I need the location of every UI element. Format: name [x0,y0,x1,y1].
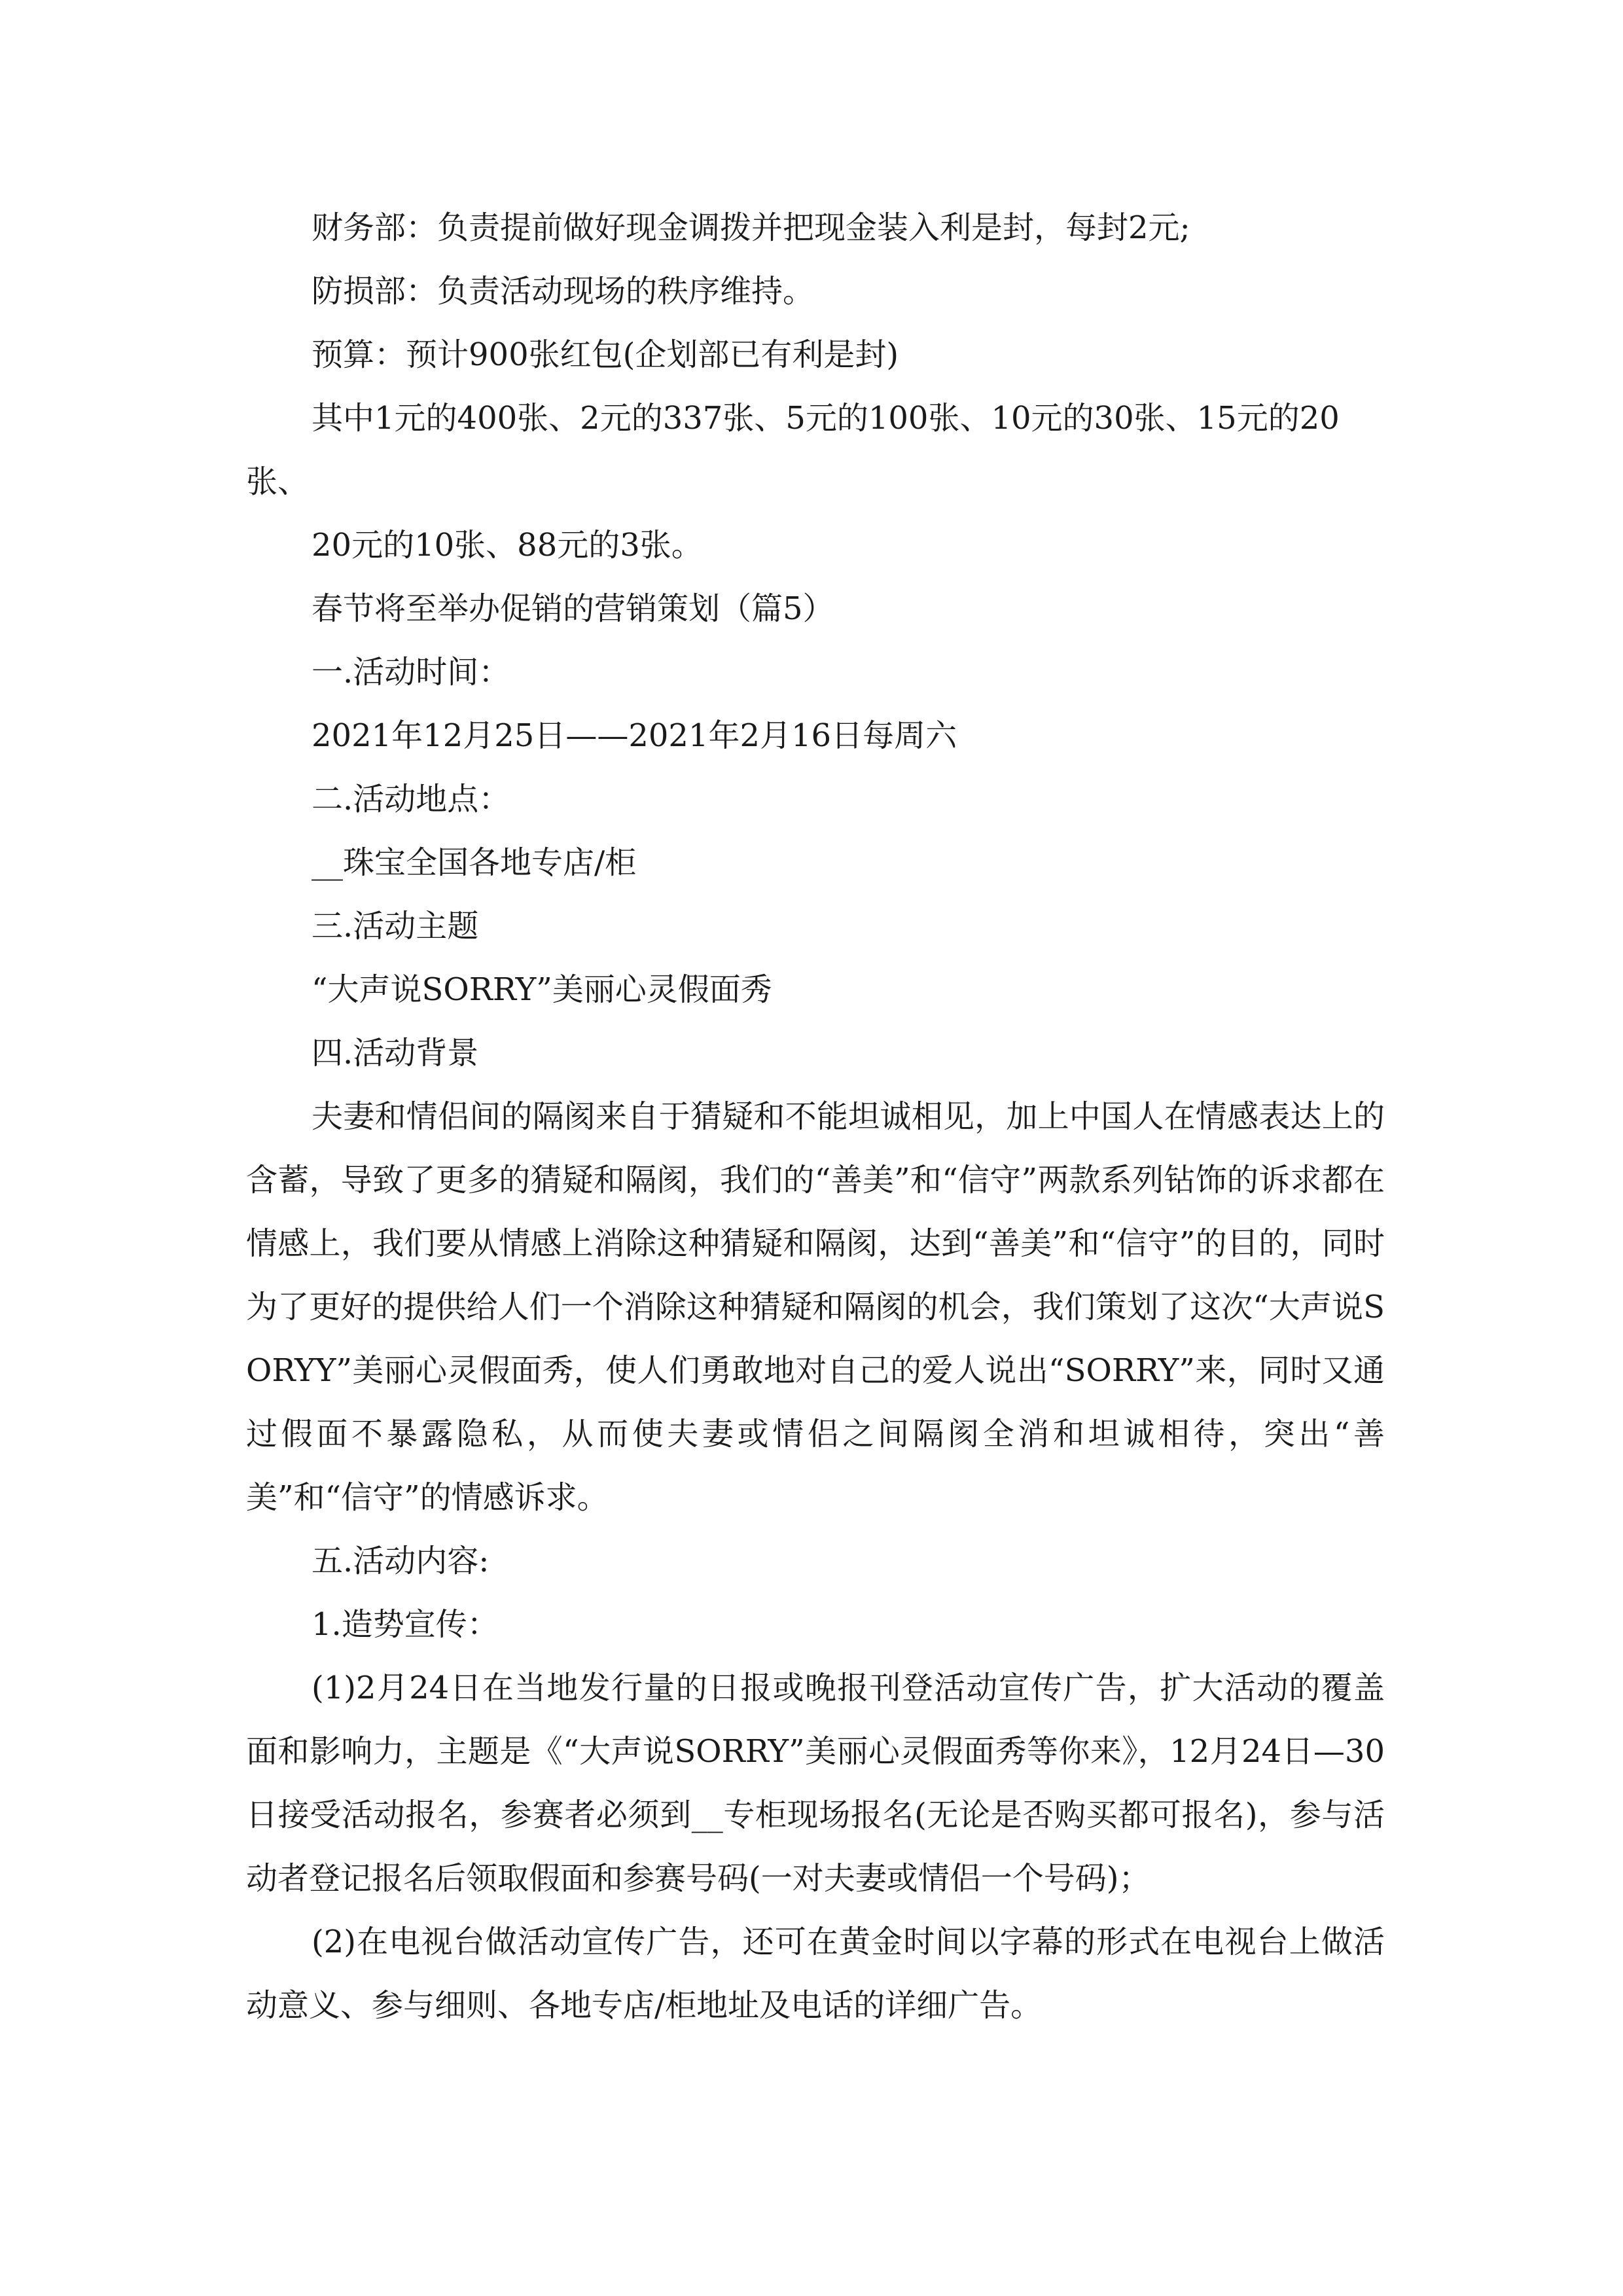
paragraph-denominations: 其中1元的400张、2元的337张、5元的100张、10元的30张、15元的20张、 [246,400,1340,500]
activity-theme-value: “大声说SORRY”美丽心灵假面秀 [312,971,772,1008]
paragraph-budget: 预算：预计900张红包(企划部已有利是封) [312,336,899,373]
paragraph-finance-dept: 财务部：负责提前做好现金调拨并把现金装入利是封，每封2元; [312,209,1190,246]
paragraph-loss-prevention-dept: 防损部：负责活动现场的秩序维持。 [312,273,815,310]
heading-activity-background: 四.活动背景 [312,1035,479,1071]
paragraph-background: 夫妻和情侣间的隔阂来自于猜疑和不能坦诚相见，加上中国人在情感表达上的含蓄，导致了更多的猜疑和隔阂，我们的“善美”和“信守”两款系列钻饰的诉求都在情感上，我们要从情感上消除这种猜疑和隔阂，达到“善美”和“信守”的目的，同时为了更好的提供给人们一个消除这种猜疑和隔阂的机会，我们策划了这次“大声说SORYY”美丽心灵假面秀，使人们勇敢地对自己的爱人说出“SORRY”来，同时又通过假面不暴露隐私，从而使夫妻或情侣之间隔阂全消和坦诚相待，突出“善美”和“信守”的情感诉求。 [246,1098,1385,1516]
heading-promotion: 1.造势宣传： [312,1606,499,1643]
paragraph-denominations-cont: 20元的10张、88元的3张。 [312,527,703,564]
activity-time-value: 2021年12月25日——2021年2月16日每周六 [312,717,957,754]
section-title: 春节将至举办促销的营销策划（篇5） [312,590,834,627]
paragraph-promotion-2: (2)在电视台做活动宣传广告，还可在黄金时间以字幕的形式在电视台上做活动意义、参与细则、各地专店/柜地址及电话的详细广告。 [246,1924,1385,2024]
heading-activity-location: 二.活动地点： [312,781,510,817]
heading-activity-content: 五.活动内容: [312,1543,490,1579]
heading-activity-time: 一.活动时间： [312,654,510,691]
heading-activity-theme: 三.活动主题 [312,908,479,944]
paragraph-promotion-1: (1)2月24日在当地发行量的日报或晚报刊登活动宣传广告，扩大活动的覆盖面和影响力，主题是《“大声说SORRY”美丽心灵假面秀等你来》，12月24日—30日接受活动报名，参赛者必须到__专柜现场报名(无论是否购买都可报名)，参与活动者登记报名后领取假面和参赛号码(一对夫妻或情侣一个号码)； [246,1670,1385,1897]
activity-location-value: __珠宝全国各地专店/柜 [312,844,637,881]
document-body [246,196,1385,2037]
